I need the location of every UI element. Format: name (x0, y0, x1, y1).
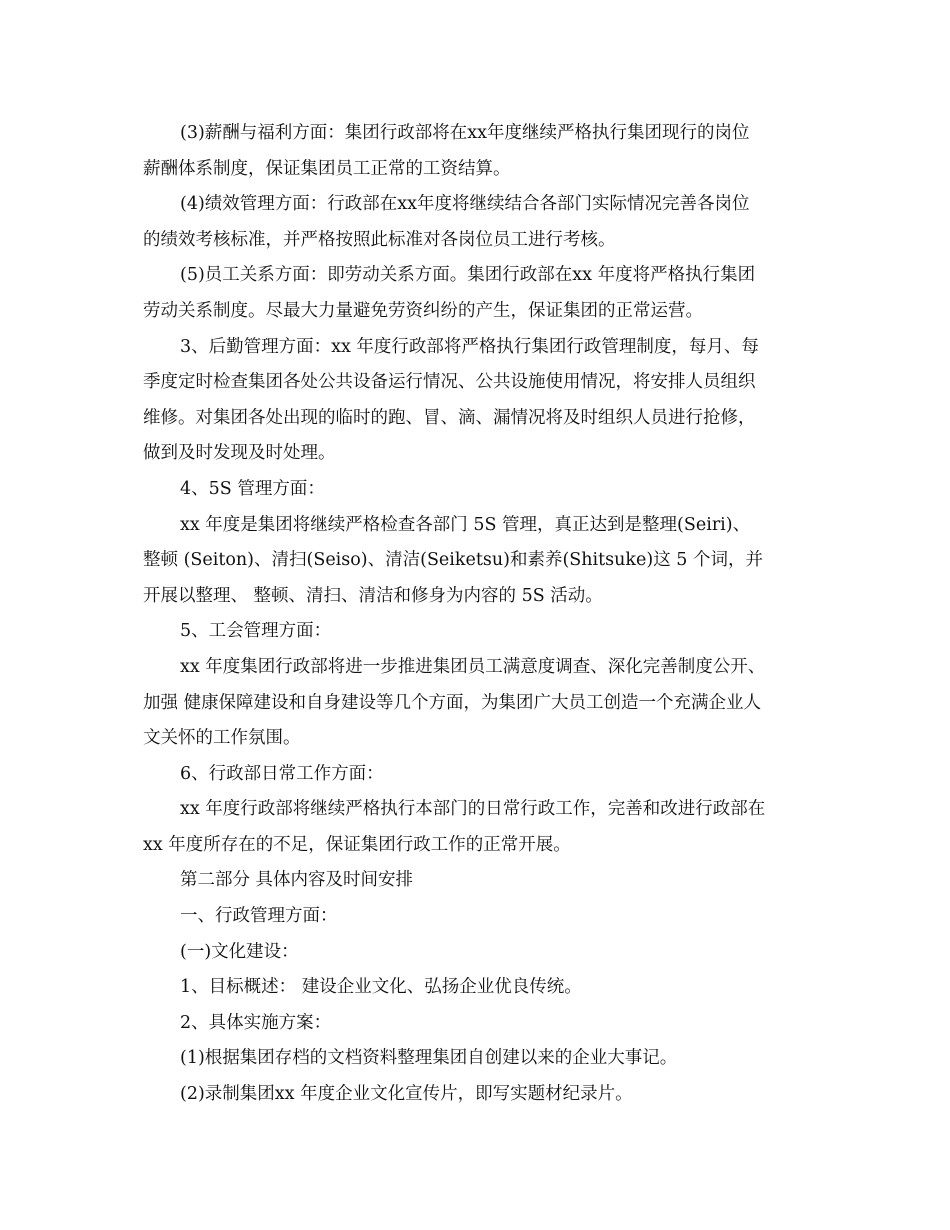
text-line: 维修。对集团各处出现的临时的跑、冒、滴、漏情况将及时组织人员进行抢修， (143, 407, 756, 428)
text-line: 劳动关系制度。尽最大力量避免劳资纠纷的产生，保证集团的正常运营。 (143, 300, 703, 321)
paragraph-union (143, 650, 810, 757)
text-line: 做到及时发现及时处理。 (143, 443, 336, 464)
paragraph-logistics (143, 330, 810, 472)
text-line: 开展以整理、 整顿、清扫、清洁和修身为内容的 5S 活动。 (143, 585, 603, 606)
text-line: 4、5S 管理方面： (180, 478, 325, 499)
text-line: 季度定时检查集团各处公共设备运行情况、公共设施使用情况，将安排人员组织 (143, 372, 756, 393)
text-line: 的绩效考核标准，并严格按照此标准对各岗位员工进行考核。 (143, 229, 616, 250)
text-line: 第二部分 具体内容及时间安排 (180, 870, 414, 891)
paragraph-plan-item-1 (143, 1041, 810, 1077)
heading-5s-management (143, 472, 810, 508)
text-line: xx 年度行政部将继续严格执行本部门的日常行政工作，完善和改进行政部在 (180, 799, 766, 820)
text-line: (2)录制集团xx 年度企业文化宣传片，即写实题材纪录片。 (180, 1084, 633, 1105)
text-line: xx 年度所存在的不足，保证集团行政工作的正常开展。 (143, 834, 571, 855)
text-line: (1)根据集团存档的文档资料整理集团自创建以来的企业大事记。 (180, 1048, 678, 1069)
heading-implementation-plan (143, 1006, 810, 1042)
text-line: (4)绩效管理方面：行政部在xx年度将继续结合各部门实际情况完善各岗位 (180, 194, 750, 215)
text-line: 文关怀的工作氛围。 (143, 728, 301, 749)
text-line: 2、具体实施方案： (180, 1012, 332, 1033)
paragraph-salary-benefits (143, 116, 810, 187)
text-line: 5、工会管理方面： (180, 621, 332, 642)
paragraph-employee-relations (143, 258, 810, 329)
text-line: (一)文化建设： (180, 941, 299, 962)
text-line: xx 年度集团行政部将进一步推进集团员工满意度调查、深化完善制度公开、 (180, 656, 766, 677)
paragraph-plan-item-2 (143, 1077, 810, 1113)
text-line: 6、行政部日常工作方面： (180, 763, 384, 784)
text-line: (5)员工关系方面：即劳动关系方面。集团行政部在xx 年度将严格执行集团 (180, 265, 756, 286)
heading-admin-management (143, 899, 810, 935)
text-line: (3)薪酬与福利方面：集团行政部将在xx年度继续严格执行集团现行的岗位 (180, 123, 750, 143)
text-line: xx 年度是集团将继续严格检查各部门 5S 管理，真正达到是整理(Seiri)、 (180, 514, 751, 535)
paragraph-5s (143, 508, 810, 615)
text-line: 加强 健康保障建设和自身建设等几个方面，为集团广大员工创造一个充满企业人 (143, 692, 762, 713)
text-line: 一、行政管理方面： (180, 906, 338, 927)
paragraph-goal-overview (143, 970, 810, 1006)
heading-daily-work (143, 757, 810, 793)
text-line: 1、目标概述： 建设企业文化、弘扬企业优良传统。 (180, 977, 582, 998)
heading-union-management (143, 614, 810, 650)
paragraph-performance (143, 187, 810, 258)
text-line: 3、后勤管理方面：xx 年度行政部将严格执行集团行政管理制度，每月、每 (180, 336, 759, 357)
heading-part-two (143, 863, 810, 899)
document-body (143, 116, 810, 1113)
text-line: 整顿 (Seiton)、清扫(Seiso)、清洁(Seiketsu)和素养(Shitsuke)这 5 个词，并 (143, 550, 763, 571)
heading-culture-building (143, 935, 810, 971)
text-line: 薪酬体系制度，保证集团员工正常的工资结算。 (143, 158, 511, 179)
paragraph-daily-work (143, 792, 810, 863)
